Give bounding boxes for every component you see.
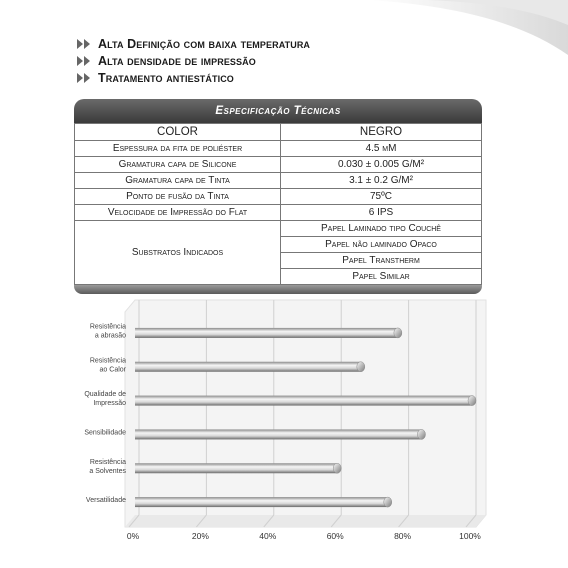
bar-cap [417, 429, 425, 439]
spec-table-title: Especificação Técnicas [74, 99, 482, 123]
bar-body [135, 396, 472, 406]
spec-value: 75ºC [281, 189, 482, 205]
category-label-line: Resistência [89, 458, 126, 466]
bar-cap [357, 362, 365, 372]
substrate-value: Papel Similar [281, 269, 482, 285]
spec-label: Espessura da fita de poliéster [75, 141, 281, 157]
feature-text: Alta Definição com baixa temperatura [98, 36, 311, 51]
x-tick-label: 0% [126, 531, 140, 541]
substrate-value: Papel Laminado tipo Couchê [281, 221, 482, 237]
spec-value: 0.030 ± 0.005 G/M² [281, 157, 482, 173]
bar-body [135, 429, 421, 439]
x-tick-label: 60% [326, 531, 344, 541]
category-label-line: a Solventes [89, 467, 126, 475]
spec-label: Gramatura capa de Tinta [75, 173, 281, 189]
category-label-line: ao Calor [99, 366, 126, 374]
category-label-line: a abrasão [94, 332, 126, 340]
category-label [90, 357, 127, 373]
bar [135, 396, 476, 406]
bar [135, 429, 425, 439]
bar-body [135, 362, 361, 372]
category-label-line: Qualidade de [84, 391, 126, 399]
substrates-label: Substratos Indicados [75, 221, 281, 285]
bar [135, 463, 341, 473]
spec-label: Ponto de fusão da Tinta [75, 189, 281, 205]
substrate-value: Papel Transtherm [281, 253, 482, 269]
spec-label: Gramatura capa de Silicone [75, 157, 281, 173]
feature-text: Alta densidade de impressão [98, 53, 256, 68]
category-label [90, 323, 126, 339]
substrate-value: Papel não laminado Opaco [281, 237, 482, 253]
bar [135, 328, 402, 338]
bar-cap [394, 328, 402, 338]
category-label [84, 429, 126, 436]
bar-cap [333, 463, 341, 473]
spec-value: 4.5 μM [281, 141, 482, 157]
category-label-line: Versatilidade [85, 497, 126, 505]
spec-value: 3.1 ± 0.2 G/M² [281, 173, 482, 189]
category-label-line: Resistência [89, 357, 126, 365]
category-label-line: Impressão [93, 400, 126, 408]
bar [135, 497, 392, 507]
category-label [86, 497, 126, 504]
bar-body [135, 497, 388, 507]
bar-cap [384, 497, 392, 507]
chart-floor [125, 515, 486, 527]
feature-text: Tratamento antiestático [98, 70, 234, 85]
category-label-line: Sensibilidade [84, 429, 126, 437]
bar-body [135, 328, 398, 338]
spec-header-label: COLOR [75, 124, 281, 141]
bar-body [135, 463, 337, 473]
bar-cap [468, 396, 476, 406]
category-label [84, 391, 126, 407]
category-label [89, 459, 126, 475]
spec-label: Velocidade de Impressão do Flat [75, 205, 281, 221]
spec-value: 6 IPS [281, 205, 482, 221]
spec-header-value: NEGRO [281, 124, 482, 141]
bar [135, 362, 365, 372]
x-tick-label: 100% [459, 531, 481, 541]
chart-category-labels [84, 323, 126, 504]
category-label-line: Resistência [89, 323, 126, 331]
x-tick-label: 40% [259, 531, 277, 541]
chart-x-ticks [127, 531, 481, 541]
x-tick-label: 80% [394, 531, 412, 541]
x-tick-label: 20% [191, 531, 209, 541]
